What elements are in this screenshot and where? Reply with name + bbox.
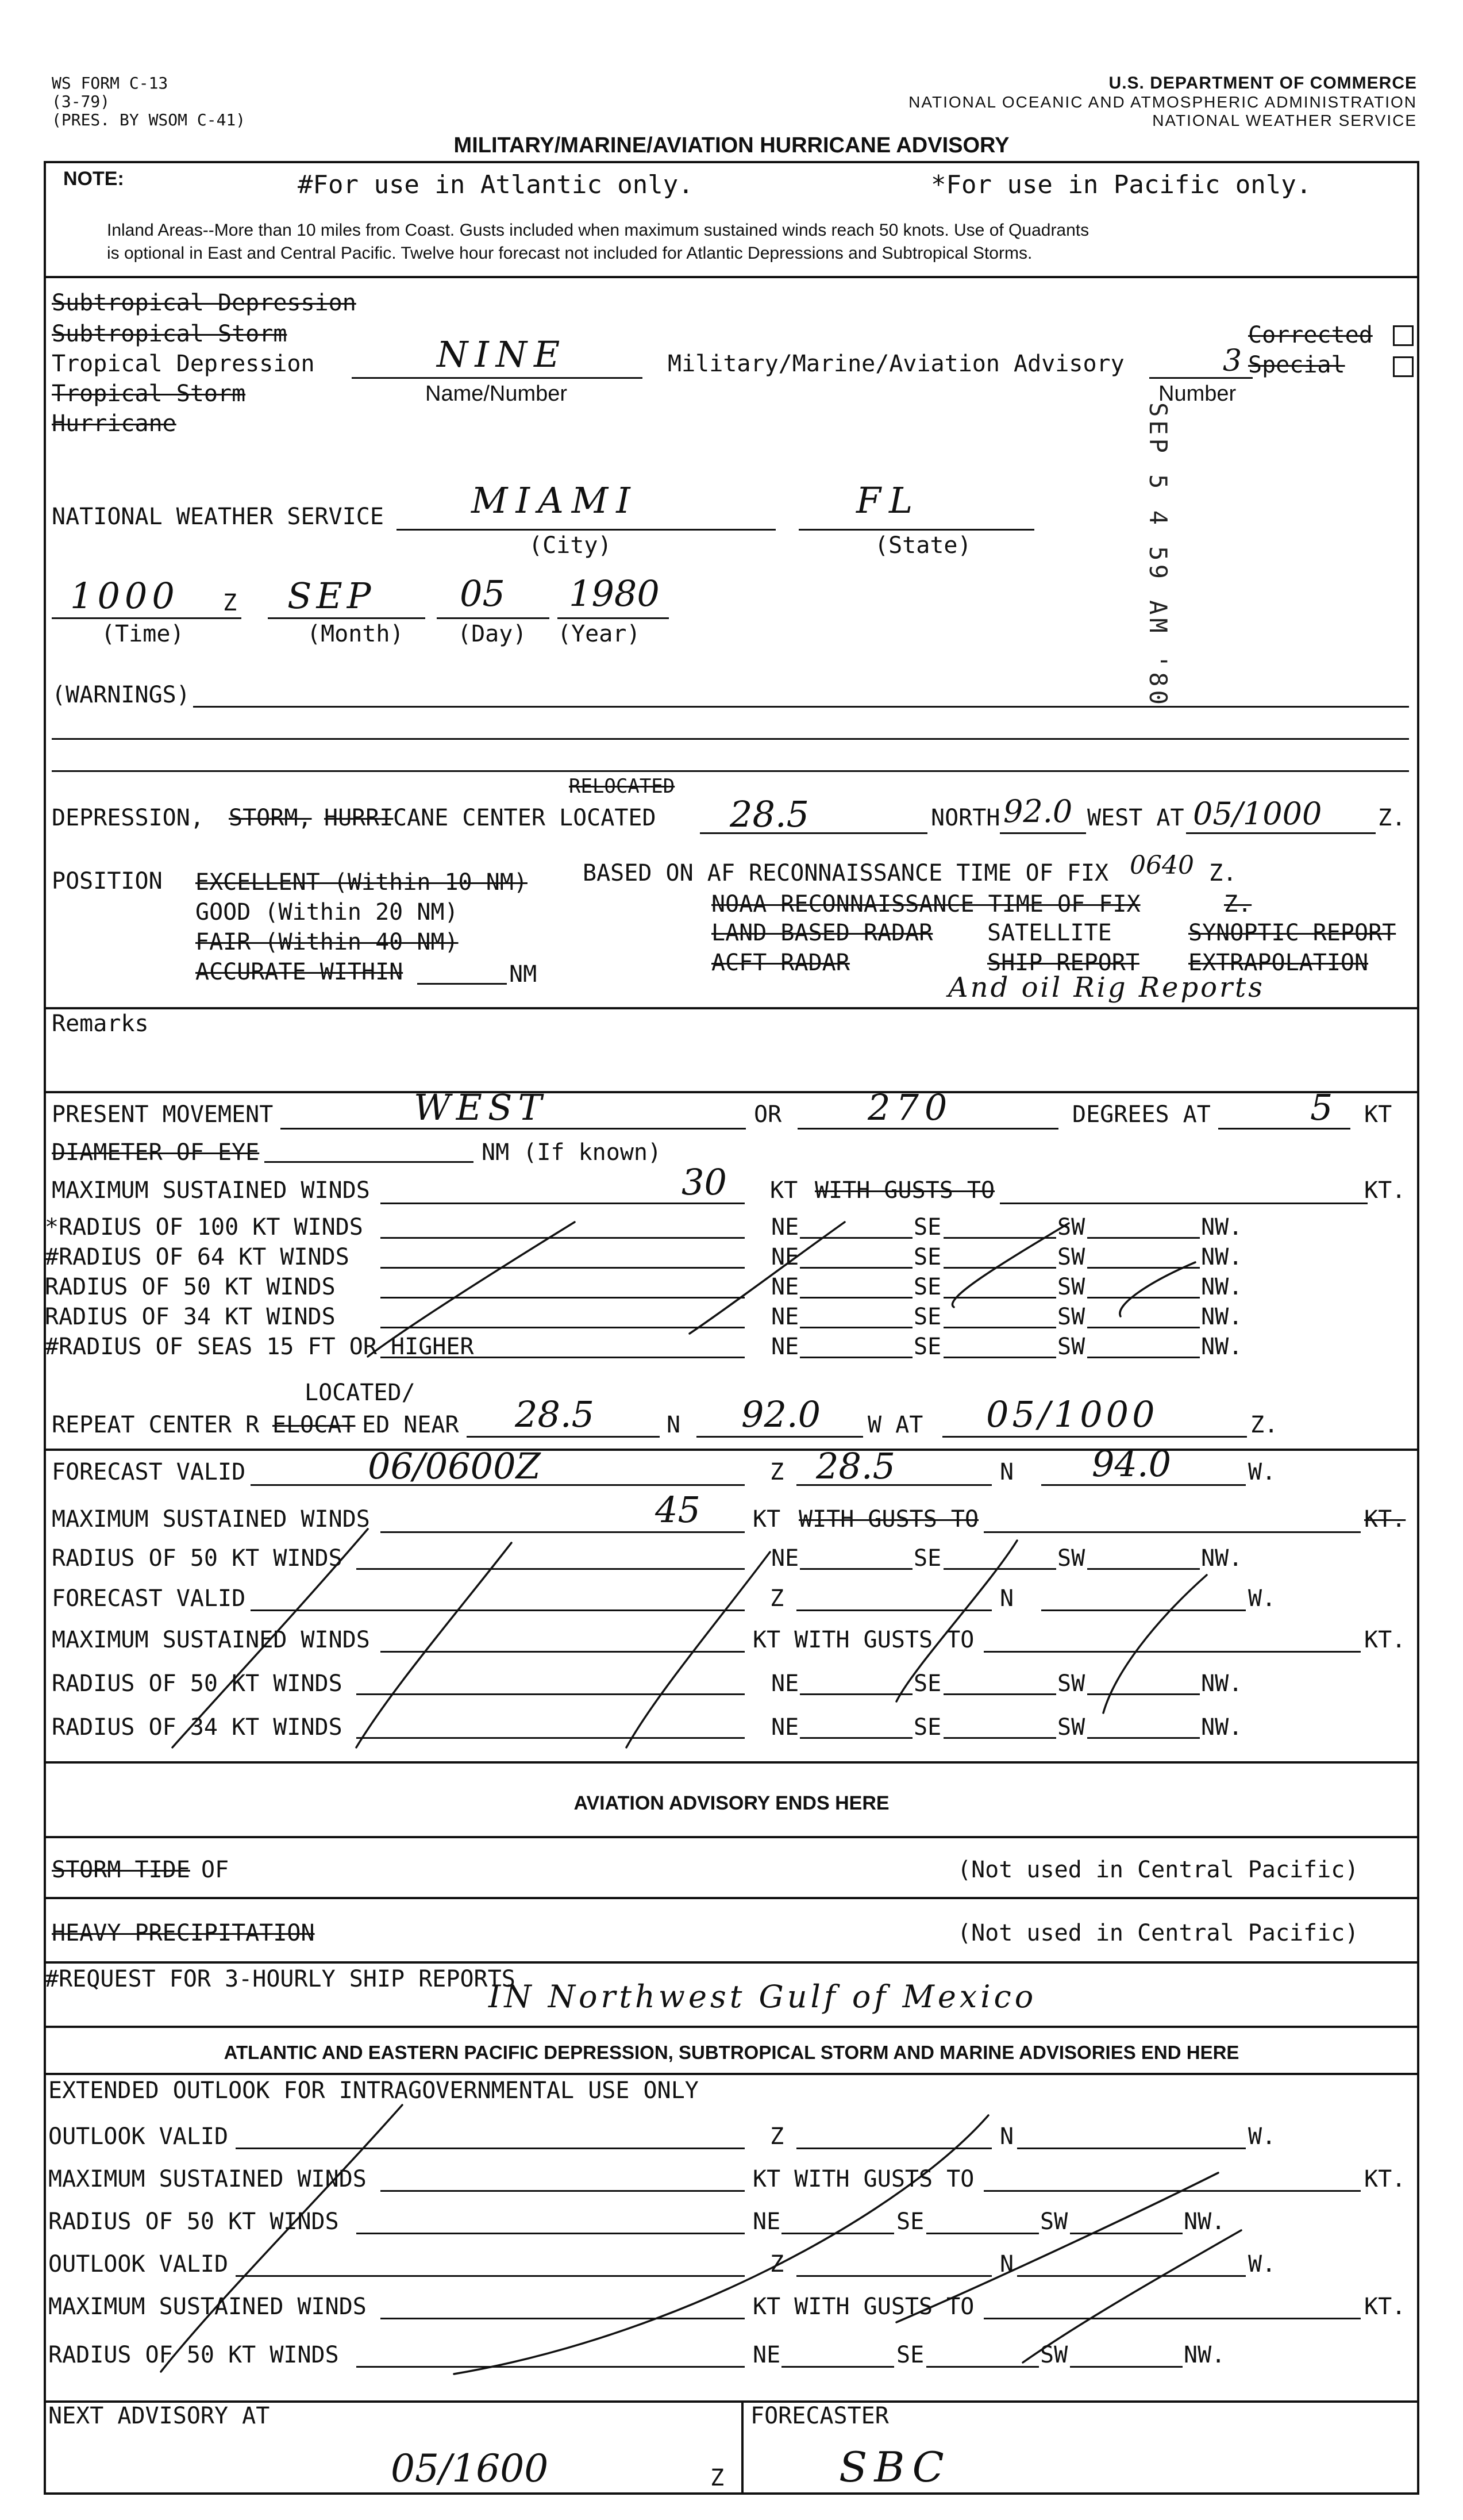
year-value: 1980 — [569, 573, 660, 614]
movement-direction-value: WEST — [414, 1086, 548, 1128]
forecast-2-radius50-ne: NE — [771, 1670, 799, 1697]
next-advisory-z: Z — [710, 2465, 725, 2491]
time-z: Z — [223, 590, 237, 616]
position-label: POSITION — [52, 868, 163, 894]
radii-crossout-3 — [952, 1223, 1069, 1307]
quadrant-se-label: SE — [914, 1274, 942, 1300]
state-value: FL — [856, 479, 921, 521]
forecast-crossout-5 — [172, 1529, 368, 1747]
degrees-at-label: DEGREES AT — [1072, 1101, 1211, 1128]
center-z: Z. — [1378, 805, 1406, 831]
outlook-2-kt-gusts: KT WITH GUSTS TO — [753, 2294, 975, 2320]
outlook-2-ne: NE — [753, 2342, 781, 2368]
repeat-relocated-strike: ELOCAT — [272, 1412, 356, 1438]
af-time-value: 0640 — [1130, 851, 1194, 880]
radius-64-label: #RADIUS OF 64 KT WINDS — [45, 1244, 349, 1270]
repeat-n: N — [667, 1412, 681, 1438]
day-value: 05 — [460, 573, 505, 614]
note-atlantic: #For use in Atlantic only. — [298, 170, 694, 199]
repeat-w-at: W AT — [868, 1412, 923, 1438]
outlook-2-z: Z — [770, 2251, 784, 2277]
forecast-1-radius-nw: NW. — [1201, 1545, 1243, 1572]
forecaster-value: SBC — [839, 2443, 951, 2491]
outlook-1-valid-label: OUTLOOK VALID — [48, 2123, 229, 2150]
forecaster-label: FORECASTER — [750, 2403, 889, 2429]
number-label: Number — [1158, 382, 1237, 406]
quadrant-ne-label: NE — [771, 1274, 799, 1300]
max-winds-value: 30 — [682, 1161, 727, 1203]
outlook-1-se: SE — [896, 2208, 925, 2235]
forecast-1-winds-value: 45 — [655, 1489, 700, 1531]
tropical-storm-option: Tropical Storm — [52, 381, 246, 407]
outlook-crossout-2 — [454, 2115, 988, 2374]
note-line-2: is optional in East and Central Pacific. Twelve hour forecast not included for Atlantic Depressions and Subtropical Storms. — [107, 244, 1033, 263]
movement-kt: KT — [1364, 1101, 1392, 1128]
movement-or: OR — [754, 1101, 782, 1128]
outlook-1-ne: NE — [753, 2208, 781, 2235]
synoptic-option: SYNOPTIC REPORT — [1188, 920, 1396, 946]
repeat-lon-value: 92.0 — [741, 1393, 821, 1435]
outlook-2-w: W. — [1248, 2251, 1276, 2277]
state-label: (State) — [875, 532, 972, 559]
max-winds-kt: KT — [770, 1177, 798, 1204]
based-on-label: BASED ON AF RECONNAISSANCE TIME OF FIX — [583, 860, 1109, 886]
forecast-1-lon-value: 94.0 — [1092, 1443, 1172, 1485]
month-value: SEP — [287, 575, 376, 617]
movement-degrees-value: 270 — [868, 1086, 953, 1128]
storm-name-value: NINE — [437, 333, 567, 375]
heavy-precip-label: HEAVY PRECIPITATION — [52, 1920, 315, 1946]
time-label: (Time) — [101, 621, 184, 647]
forecast-1-w: W. — [1248, 1459, 1276, 1485]
repeat-lat-value: 28.5 — [515, 1393, 595, 1435]
movement-speed-value: 5 — [1310, 1086, 1333, 1128]
repeat-located-label: LOCATED/ — [305, 1380, 415, 1406]
year-label: (Year) — [557, 621, 641, 647]
outlook-1-nw: NW. — [1184, 2208, 1226, 2235]
forecast-2-label: FORECAST VALID — [52, 1585, 246, 1612]
quadrant-nw-label: NW. — [1201, 1274, 1243, 1300]
quadrant-ne-label: NE — [771, 1334, 799, 1360]
forecast-2-n: N — [1000, 1585, 1014, 1612]
forecast-1-radius-ne: NE — [771, 1545, 799, 1572]
good-option: GOOD (Within 20 NM) — [195, 899, 459, 925]
quadrant-sw-label: SW — [1057, 1244, 1085, 1270]
radius-seas-label: #RADIUS OF SEAS 15 FT OR HIGHER — [45, 1334, 474, 1360]
center-time-value: 05/1000 — [1193, 796, 1322, 832]
nws-label: NATIONAL WEATHER SERVICE — [52, 504, 384, 530]
noaa-z: Z. — [1224, 891, 1252, 917]
radii-crossout-2 — [690, 1222, 845, 1334]
eye-nm: NM (If known) — [482, 1139, 662, 1166]
subtropical-storm-option: Subtropical Storm — [52, 321, 287, 347]
next-advisory-label: NEXT ADVISORY AT — [48, 2403, 270, 2429]
ship-request-value: IN Northwest Gulf of Mexico — [488, 1979, 1037, 2015]
forecast-2-radius34-ne: NE — [771, 1714, 799, 1741]
center-lon-value: 92.0 — [1003, 793, 1073, 829]
accurate-option: ACCURATE WITHIN — [195, 959, 403, 985]
day-label: (Day) — [457, 621, 527, 647]
center-prefix: DEPRESSION, — [52, 805, 204, 831]
time-value: 1000 — [70, 575, 179, 617]
quadrant-ne-label: NE — [771, 1244, 799, 1270]
forecast-2-kt-gusts: KT WITH GUSTS TO — [753, 1627, 975, 1653]
atlantic-end-banner: ATLANTIC AND EASTERN PACIFIC DEPRESSION, SUBTROPICAL STORM AND MARINE ADVISORIES END HERE — [224, 2042, 1239, 2063]
received-stamp: SEP 5 4 59 AM '80 — [1144, 402, 1172, 708]
max-winds-gusts: WITH GUSTS TO — [815, 1177, 995, 1204]
hurricane-option: Hurricane — [52, 410, 176, 437]
ship-report-option: SHIP REPORT — [987, 950, 1139, 976]
quadrant-se-label: SE — [914, 1334, 942, 1360]
forecast-2-z: Z — [770, 1585, 784, 1612]
center-north: NORTH — [931, 805, 1000, 831]
forecast-1-radius-se: SE — [914, 1545, 942, 1572]
quadrant-ne-label: NE — [771, 1304, 799, 1330]
forecast-1-n: N — [1000, 1459, 1014, 1485]
outlook-2-valid-label: OUTLOOK VALID — [48, 2251, 229, 2277]
center-west-at: WEST AT — [1087, 805, 1184, 831]
month-label: (Month) — [307, 621, 404, 647]
forecast-2-radius34-se: SE — [914, 1714, 942, 1741]
quadrant-nw-label: NW. — [1201, 1214, 1243, 1240]
forecast-2-w: W. — [1248, 1585, 1276, 1612]
forecast-1-kt: KT — [753, 1506, 781, 1532]
forecast-1-radius-sw: SW — [1057, 1545, 1085, 1572]
land-radar-option: LAND BASED RADAR — [711, 920, 933, 946]
repeat-z: Z. — [1250, 1412, 1279, 1438]
forecast-1-z: Z — [770, 1459, 784, 1485]
outlook-1-sw: SW — [1040, 2208, 1068, 2235]
form-date: (3-79) — [52, 92, 110, 111]
radii-crossout-4 — [1120, 1262, 1195, 1316]
noaa-option: NOAA RECONNAISSANCE TIME OF FIX — [711, 891, 1141, 917]
storm-tide-label: STORM TIDE — [52, 1857, 190, 1883]
outlook-header: EXTENDED OUTLOOK FOR INTRAGOVERNMENTAL USE ONLY — [48, 2077, 699, 2104]
forecast-2-radius34-sw: SW — [1057, 1714, 1085, 1741]
ship-request-label: #REQUEST FOR 3-HOURLY SHIP REPORTS — [45, 1966, 515, 1992]
forecast-2-radius50-se: SE — [914, 1670, 942, 1697]
forecast-crossout-2 — [626, 1552, 770, 1747]
repeat-near: ED NEAR — [362, 1412, 459, 1438]
note-label: NOTE: — [63, 168, 124, 190]
outlook-2-nw: NW. — [1184, 2342, 1226, 2368]
quadrant-sw-label: SW — [1057, 1334, 1085, 1360]
radii-crossout-1 — [368, 1222, 575, 1357]
forecast-2-radius50-sw: SW — [1057, 1670, 1085, 1697]
tropical-depression-option: Tropical Depression — [52, 351, 315, 377]
corrected-option: Corrected — [1248, 322, 1373, 348]
extrapolation-option: EXTRAPOLATION — [1188, 950, 1369, 976]
accurate-nm: NM — [509, 961, 537, 988]
advisory-number-value: 3 — [1223, 344, 1242, 378]
outlook-crossout-3 — [896, 2173, 1218, 2322]
forecast-1-kt-end: KT. — [1364, 1506, 1406, 1532]
forecast-1-radius-label: RADIUS OF 50 KT WINDS — [52, 1545, 342, 1572]
advisory-label: Military/Marine/Aviation Advisory — [668, 351, 1125, 377]
outlook-1-kt-end: KT. — [1364, 2166, 1406, 2192]
outlook-2-n: N — [1000, 2251, 1014, 2277]
city-value: MIAMI — [471, 479, 638, 521]
outlook-2-winds-label: MAXIMUM SUSTAINED WINDS — [48, 2294, 367, 2320]
outlook-2-se: SE — [896, 2342, 925, 2368]
remarks-label: Remarks — [52, 1011, 149, 1037]
forecast-1-label: FORECAST VALID — [52, 1459, 246, 1485]
radius-34-label: RADIUS OF 34 KT WINDS — [45, 1304, 336, 1330]
forecast-crossout-3 — [896, 1541, 1017, 1701]
quadrant-se-label: SE — [914, 1244, 942, 1270]
eye-label: DIAMETER OF EYE — [52, 1139, 260, 1166]
forecast-2-kt-end: KT. — [1364, 1627, 1406, 1653]
acft-radar-option: ACFT RADAR — [711, 950, 850, 976]
af-time-z: Z. — [1209, 860, 1237, 886]
quadrant-nw-label: NW. — [1201, 1244, 1243, 1270]
warnings-label: (WARNINGS) — [52, 682, 190, 708]
movement-label: PRESENT MOVEMENT — [52, 1101, 274, 1128]
repeat-time-value: 05/1000 — [986, 1393, 1158, 1435]
hurri-option: HURRI — [324, 805, 394, 831]
fair-option: FAIR (Within 40 NM) — [195, 929, 459, 955]
next-advisory-value: 05/1600 — [391, 2446, 549, 2491]
repeat-prefix: REPEAT CENTER R — [52, 1412, 260, 1438]
note-line-1: Inland Areas--More than 10 miles from Coast. Gusts included when maximum sustained winds reach 50 knots. Use of Quadrants — [107, 221, 1089, 240]
position-handwritten-note: And oil Rig Reports — [948, 971, 1265, 1004]
dept-name: U.S. DEPARTMENT OF COMMERCE — [1108, 74, 1417, 93]
form-pres: (PRES. BY WSOM C-41) — [52, 110, 246, 129]
forecast-crossout-1 — [356, 1543, 511, 1747]
relocated-option: RELOCATED — [569, 775, 675, 798]
form-id: WS FORM C-13 — [52, 74, 168, 93]
satellite-option: SATELLITE — [987, 920, 1112, 946]
quadrant-se-label: SE — [914, 1214, 942, 1240]
agency-name: NATIONAL OCEANIC AND ATMOSPHERIC ADMINISTRATION — [908, 93, 1417, 111]
outlook-crossout-1 — [161, 2105, 402, 2372]
max-winds-label: MAXIMUM SUSTAINED WINDS — [52, 1177, 370, 1204]
outlook-2-sw: SW — [1040, 2342, 1068, 2368]
max-winds-kt-end: KT. — [1364, 1177, 1406, 1204]
outlook-2-radius-label: RADIUS OF 50 KT WINDS — [48, 2342, 339, 2368]
forecast-1-winds-label: MAXIMUM SUSTAINED WINDS — [52, 1506, 370, 1532]
service-name: NATIONAL WEATHER SERVICE — [1152, 112, 1417, 129]
storm-option: STORM, — [229, 805, 312, 831]
quadrant-ne-label: NE — [771, 1214, 799, 1240]
storm-tide-note: (Not used in Central Pacific) — [957, 1857, 1359, 1883]
name-number-label: Name/Number — [425, 382, 568, 406]
excellent-option: EXCELLENT (Within 10 NM) — [195, 869, 528, 896]
storm-tide-of: OF — [201, 1857, 229, 1883]
quadrant-nw-label: NW. — [1201, 1334, 1243, 1360]
aviation-end-banner: AVIATION ADVISORY ENDS HERE — [573, 1792, 890, 1814]
forecast-2-radius34-label: RADIUS OF 34 KT WINDS — [52, 1714, 342, 1741]
center-label: CANE CENTER LOCATED — [393, 805, 656, 831]
forecast-1-lat-value: 28.5 — [816, 1445, 896, 1487]
subtropical-depression-option: Subtropical Depression — [52, 290, 356, 316]
outlook-1-winds-label: MAXIMUM SUSTAINED WINDS — [48, 2166, 367, 2192]
quadrant-sw-label: SW — [1057, 1214, 1085, 1240]
outlook-1-kt-gusts: KT WITH GUSTS TO — [753, 2166, 975, 2192]
forecast-crossout-4 — [1103, 1575, 1207, 1713]
forecast-2-radius50-label: RADIUS OF 50 KT WINDS — [52, 1670, 342, 1697]
outlook-1-n: N — [1000, 2123, 1014, 2150]
radius-100-label: *RADIUS OF 100 KT WINDS — [45, 1214, 363, 1240]
quadrant-sw-label: SW — [1057, 1274, 1085, 1300]
radius-50-label: RADIUS OF 50 KT WINDS — [45, 1274, 336, 1300]
outlook-1-radius-label: RADIUS OF 50 KT WINDS — [48, 2208, 339, 2235]
quadrant-nw-label: NW. — [1201, 1304, 1243, 1330]
outlook-1-w: W. — [1248, 2123, 1276, 2150]
special-option: Special — [1248, 352, 1345, 378]
outlook-2-kt-end: KT. — [1364, 2294, 1406, 2320]
note-pacific: *For use in Pacific only. — [931, 170, 1312, 199]
quadrant-sw-label: SW — [1057, 1304, 1085, 1330]
forecast-2-radius34-nw: NW. — [1201, 1714, 1243, 1741]
outlook-1-z: Z — [770, 2123, 784, 2150]
center-lat-value: 28.5 — [730, 793, 810, 835]
page-title: MILITARY/MARINE/AVIATION HURRICANE ADVISORY — [453, 133, 1010, 158]
forecast-1-gusts: WITH GUSTS TO — [799, 1506, 979, 1532]
forecast-1-time-value: 06/0600Z — [368, 1445, 541, 1487]
forecast-2-radius50-nw: NW. — [1201, 1670, 1243, 1697]
city-label: (City) — [529, 532, 612, 559]
quadrant-se-label: SE — [914, 1304, 942, 1330]
heavy-precip-note: (Not used in Central Pacific) — [957, 1920, 1359, 1946]
forecast-2-winds-label: MAXIMUM SUSTAINED WINDS — [52, 1627, 370, 1653]
